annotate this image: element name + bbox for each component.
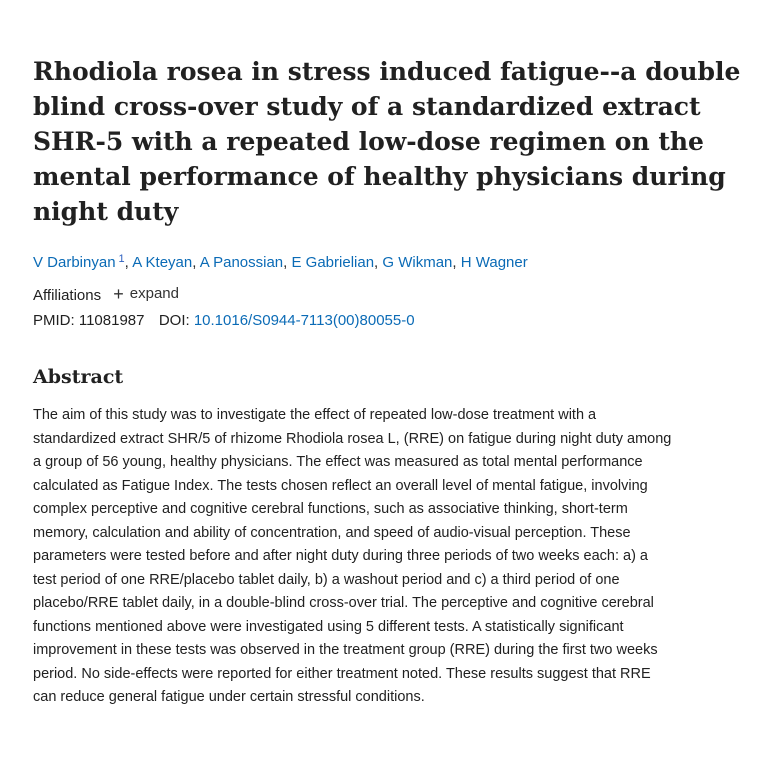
abstract-line: complex perceptive and cognitive cerebral functions, such as associative thinking, short-term bbox=[33, 501, 628, 517]
abstract-line: can reduce general fatigue under certain stressful conditions. bbox=[33, 689, 425, 705]
abstract-line: test period of one RRE/placebo tablet daily, b) a washout period and c) a third period of one bbox=[33, 571, 620, 588]
article-title bbox=[33, 54, 741, 229]
abstract-heading: Abstract bbox=[33, 366, 124, 388]
author-separator: , bbox=[283, 254, 292, 271]
author-link[interactable]: A Kteyan bbox=[132, 254, 193, 271]
author-link[interactable]: V Darbinyan bbox=[33, 254, 116, 271]
expand-affiliations-button[interactable] bbox=[113, 284, 179, 304]
affiliations-label: Affiliations bbox=[33, 287, 102, 304]
title-line: mental performance of healthy physicians during bbox=[33, 162, 726, 191]
abstract-line: placebo/RRE tablet daily, in a double-blind cross-over trial. The perceptive and cognitive cerebral bbox=[33, 595, 654, 611]
pmid-value: 11081987 bbox=[78, 312, 145, 329]
abstract-line: period. No side-effects were reported for either treatment noted. These results suggest that RRE bbox=[33, 665, 651, 682]
author-list bbox=[33, 249, 528, 273]
abstract-line: calculated as Fatigue Index. The tests chosen reflect an overall level of mental fatigue, involving bbox=[33, 477, 648, 494]
pmid-label: PMID: bbox=[33, 312, 75, 329]
title-line: blind cross-over study of a standardized extract bbox=[33, 92, 701, 121]
author-link[interactable]: E Gabrielian bbox=[291, 254, 375, 271]
expand-label: expand bbox=[129, 285, 179, 302]
doi-label: DOI: bbox=[158, 312, 190, 329]
abstract-line: standardized extract SHR/5 of rhizome Rhodiola rosea L, (RRE) on fatigue during night duty among bbox=[33, 430, 672, 447]
author-link[interactable]: G Wikman bbox=[382, 254, 453, 271]
abstract-line: The aim of this study was to investigate the effect of repeated low-dose treatment with a bbox=[33, 407, 597, 423]
title-line: night duty bbox=[33, 197, 179, 226]
abstract-line: functions mentioned above were investigated using 5 different tests. A statistically significant bbox=[33, 618, 624, 635]
doi-link[interactable]: 10.1016/S0944-7113(00)80055-0 bbox=[193, 312, 415, 329]
abstract-line: memory, calculation and ability of concentration, and speed of audio-visual perception. These bbox=[33, 524, 631, 541]
author-link[interactable]: A Panossian bbox=[199, 254, 284, 271]
identifiers-row bbox=[33, 311, 415, 331]
author-separator: , bbox=[452, 254, 461, 271]
abstract-line: a group of 56 young, healthy physicians. The effect was measured as total mental performance bbox=[33, 454, 643, 470]
author-separator: , bbox=[124, 254, 133, 271]
title-line: Rhodiola rosea in stress induced fatigue--a double bbox=[33, 57, 741, 86]
affiliations-row bbox=[33, 284, 179, 306]
author-separator: , bbox=[192, 254, 200, 271]
abstract-text bbox=[33, 404, 738, 710]
abstract-line: improvement in these tests was observed in the treatment group (RRE) during the first two weeks bbox=[33, 642, 658, 658]
author-link[interactable]: H Wagner bbox=[460, 254, 528, 271]
abstract-line: parameters were tested before and after night duty during three periods of two weeks each: a) a bbox=[33, 548, 648, 564]
author-separator: , bbox=[374, 254, 383, 271]
plus-icon: + bbox=[113, 284, 124, 304]
title-line: SHR-5 with a repeated low-dose regimen on the bbox=[33, 127, 704, 156]
affiliation-ref[interactable]: 1 bbox=[118, 253, 125, 265]
